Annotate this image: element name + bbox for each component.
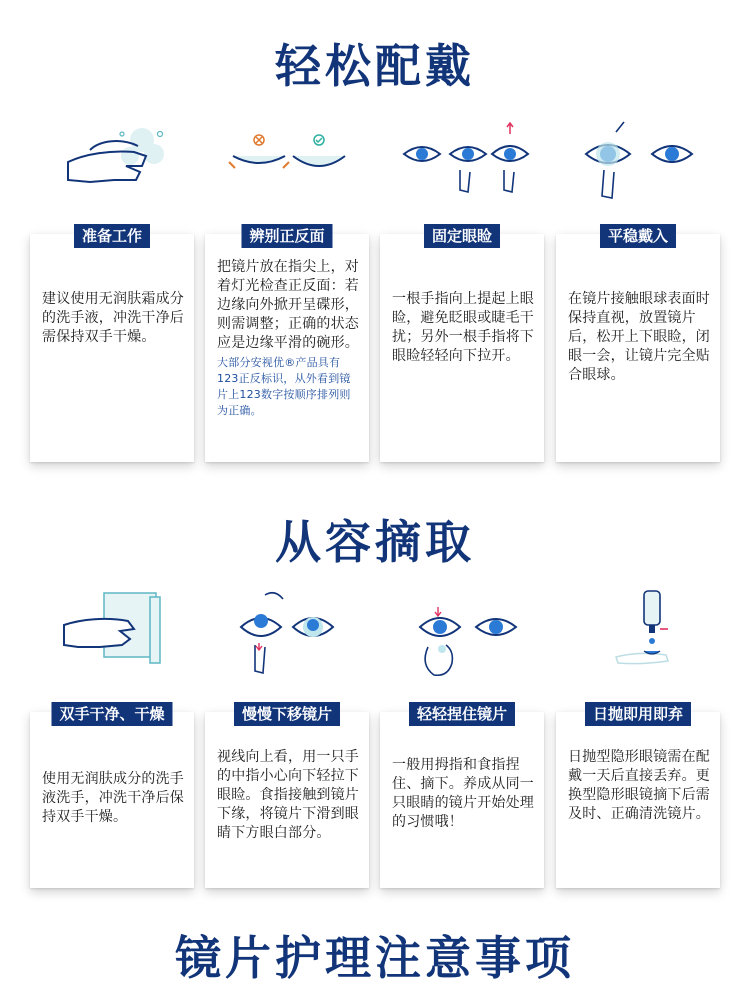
step-card-panel [30, 705, 194, 888]
step-text: 视线向上看，用一只手的中指小心向下轻拉下眼睑。食指接触到镜片下缘，将镜片下滑到眼睛下方眼白部分。 [217, 749, 359, 841]
step-label: 平稳戴入 [600, 224, 676, 248]
step-card-panel [30, 227, 194, 462]
step-card-panel [556, 227, 720, 462]
eyelid-hold-icon [380, 110, 544, 210]
step-text: 使用无润肤成分的洗手液洗手，冲洗干净后保持双手干燥。 [42, 771, 184, 825]
lens-pinch-icon [380, 585, 544, 685]
step-card-panel [556, 705, 720, 888]
lens-insert-icon [556, 110, 720, 210]
hand-washing-icon [30, 110, 194, 210]
step-text: 建议使用无润肤霜成分的洗手液，冲洗干净后需保持双手干燥。 [42, 291, 184, 345]
step-card-panel [380, 705, 544, 888]
step-label: 辨别正反面 [241, 224, 332, 248]
step-label: 固定眼睑 [424, 224, 500, 248]
section-title-lens-care: 镜片护理注意事项 [175, 931, 575, 985]
step-label: 准备工作 [74, 224, 150, 248]
step-card-panel [380, 227, 544, 462]
step-card-panel [205, 227, 369, 462]
step-text: 日抛型隐形眼镜需在配戴一天后直接丢弃。更换型隐形眼镜摘下后需及时、正确清洗镜片。 [568, 749, 710, 822]
step-text: 一般用拇指和食指捏住、摘下。养成从同一只眼睛的镜片开始处理的习惯哦！ [392, 757, 534, 830]
step-label: 轻轻捏住镜片 [409, 702, 515, 726]
step-label: 慢慢下移镜片 [234, 702, 340, 726]
step-card-panel [205, 705, 369, 888]
hand-towel-icon [30, 585, 194, 685]
step-note: 大部分安视优®产品具有123正反标识，从外看到镜片上123数字按顺序排列则为正确。 [217, 356, 351, 417]
step-text: 在镜片接触眼球表面时保持直视，放置镜片后，松开上下眼睑，闭眼一会，让镜片完全贴合眼球。 [568, 291, 710, 383]
step-text: 把镜片放在指尖上，对着灯光检查正反面：若边缘向外掀开呈碟形，则需调整；正确的状态应是边缘平滑的碗形。 [217, 259, 359, 351]
step-label: 日抛即用即弃 [585, 702, 691, 726]
section-title-wear: 轻松配戴 [275, 39, 475, 93]
section-title-remove: 从容摘取 [275, 515, 475, 569]
lens-slide-icon [205, 585, 369, 685]
step-text-block [217, 258, 359, 419]
lens-orientation-icon [205, 110, 369, 210]
step-label: 双手干净、干燥 [51, 702, 172, 726]
lens-discard-icon [556, 585, 720, 685]
step-text: 一根手指向上提起上眼睑，避免眨眼或睫毛干扰；另外一根手指将下眼睑轻轻向下拉开。 [392, 291, 534, 364]
